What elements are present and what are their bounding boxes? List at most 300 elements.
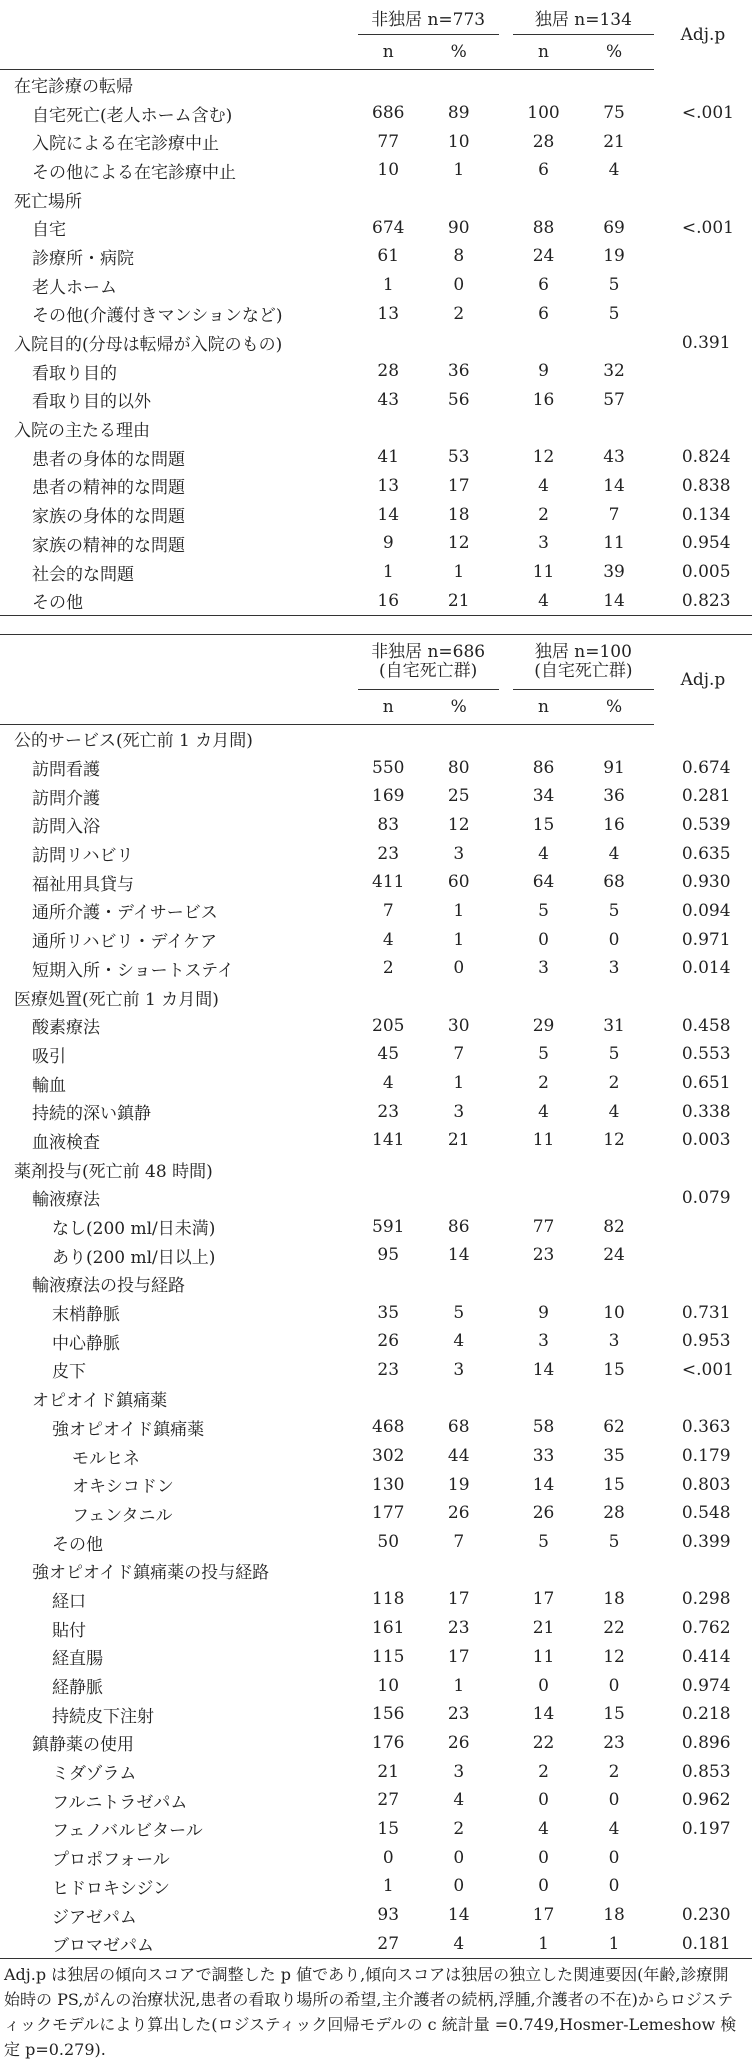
cell-alone-pct: 62 <box>603 1417 625 1438</box>
cell-non-alone-pct: 17 <box>447 475 470 496</box>
cell-alone-pct <box>574 1155 654 1184</box>
col-pct-header: % <box>419 689 499 724</box>
cell-adj-p <box>654 70 752 99</box>
cell-alone-n: 16 <box>532 389 555 410</box>
cell-non-alone-pct <box>419 328 499 357</box>
cell-non-alone-n: 13 <box>377 303 400 324</box>
cell-alone-pct: 0 <box>608 1847 620 1868</box>
cell-alone-pct <box>574 70 654 99</box>
row-label: 福祉用具貸与 <box>32 874 134 895</box>
group-header-alone: 独居 n=134 <box>513 0 654 35</box>
cell-non-alone-pct: 4 <box>453 1790 465 1811</box>
cell-alone-pct: 16 <box>603 814 625 835</box>
cell-non-alone-pct: 14 <box>447 1905 470 1926</box>
cell-non-alone-n <box>358 1384 419 1413</box>
cell-non-alone-pct: 4 <box>453 1331 465 1352</box>
cell-adj-p: 0.674 <box>681 757 731 778</box>
table-row <box>0 782 752 811</box>
cell-non-alone-n: 23 <box>377 1359 400 1380</box>
row-label: 短期入所・ショートステイ <box>32 960 234 981</box>
group-header-non-alone-home-death <box>358 635 499 690</box>
cell-non-alone-pct <box>419 1556 499 1585</box>
cell-non-alone-pct <box>419 1270 499 1299</box>
cell-non-alone-pct <box>419 983 499 1012</box>
cell-non-alone-pct: 12 <box>447 533 470 554</box>
row-label: 入院による在宅診療中止 <box>32 134 219 155</box>
row-label: 輸液療法 <box>32 1190 100 1211</box>
cell-non-alone-n: 302 <box>372 1446 405 1467</box>
row-label: 公的サービス(死亡前 1 カ月間) <box>14 731 253 752</box>
cell-alone-pct: 4 <box>608 843 620 864</box>
cell-alone-pct: 0 <box>608 1675 620 1696</box>
cell-adj-p <box>654 1241 752 1270</box>
cell-alone-n: 6 <box>538 275 549 296</box>
row-label: その他(介護付きマンションなど) <box>32 306 283 327</box>
table-row <box>0 1384 752 1413</box>
cell-alone-pct: 69 <box>603 217 625 238</box>
table-row <box>0 1757 752 1786</box>
cell-non-alone-pct: 10 <box>447 131 470 152</box>
cell-alone-n <box>513 414 574 443</box>
cell-adj-p: 0.971 <box>681 929 731 950</box>
cell-non-alone-pct: 2 <box>453 303 465 324</box>
cell-alone-n: 11 <box>532 1130 555 1151</box>
cell-non-alone-n: 411 <box>372 872 405 893</box>
cell-non-alone-n: 10 <box>377 160 400 181</box>
cell-non-alone-n: 16 <box>358 586 419 615</box>
cell-non-alone-pct: 14 <box>447 1245 470 1266</box>
table-row <box>0 1729 752 1758</box>
cell-alone-n: 4 <box>538 475 549 496</box>
cell-alone-n: 3 <box>538 958 549 979</box>
row-label: 訪問介護 <box>32 788 100 809</box>
cell-alone-n: 64 <box>532 872 555 893</box>
cell-alone-pct: 5 <box>608 1044 620 1065</box>
cell-non-alone-n: 161 <box>372 1618 405 1639</box>
row-label: 吸引 <box>32 1046 66 1067</box>
cell-alone-n: 77 <box>532 1216 555 1237</box>
row-label: 皮下 <box>52 1362 86 1383</box>
cell-non-alone-n: 95 <box>377 1245 400 1266</box>
cell-adj-p: 0.014 <box>681 958 731 979</box>
table-row <box>0 839 752 868</box>
table-row <box>0 1700 752 1729</box>
row-label: 輸液療法の投与経路 <box>32 1276 185 1297</box>
cell-alone-n: 5 <box>538 900 549 921</box>
cell-alone-n: 11 <box>532 1646 555 1667</box>
cell-non-alone-n: 9 <box>382 533 394 554</box>
cell-non-alone-pct: 2 <box>453 1818 465 1839</box>
cell-alone-n: 9 <box>538 1302 549 1323</box>
table-row <box>0 1528 752 1557</box>
cell-alone-pct: 12 <box>603 1646 625 1667</box>
group-header-line2: (自宅死亡群) <box>534 660 633 681</box>
table-row <box>0 954 752 983</box>
cell-alone-pct: 36 <box>603 786 625 807</box>
cell-non-alone-n: 205 <box>372 1015 405 1036</box>
cell-non-alone-n: 130 <box>372 1474 405 1495</box>
cell-alone-n: 0 <box>538 1847 549 1868</box>
row-label: あり(200 ml/日以上) <box>52 1247 216 1268</box>
col-pct-header: % <box>419 35 499 70</box>
cell-non-alone-n <box>358 724 419 753</box>
row-label: その他 <box>52 1534 103 1555</box>
cell-adj-p: 0.338 <box>681 1101 731 1122</box>
group-header-line1: 独居 n=100 <box>534 641 632 662</box>
cell-alone-pct: 7 <box>608 504 620 525</box>
cell-alone-pct: 2 <box>608 1761 620 1782</box>
cell-alone-pct: 91 <box>603 757 625 778</box>
table-row <box>0 925 752 954</box>
row-label: 強オピオイド鎮痛薬の投与経路 <box>32 1563 270 1584</box>
row-label: 患者の身体的な問題 <box>32 449 185 470</box>
row-label: モルヒネ <box>72 1448 140 1469</box>
cell-adj-p: 0.363 <box>681 1417 731 1438</box>
col-pct-header: % <box>574 35 654 70</box>
cell-adj-p: 0.003 <box>681 1130 731 1151</box>
row-label: 死亡場所 <box>14 191 82 212</box>
cell-non-alone-pct: 1 <box>453 1073 465 1094</box>
row-label: 鎮静薬の使用 <box>32 1735 134 1756</box>
row-label: なし(200 ml/日未満) <box>52 1219 216 1240</box>
cell-alone-n: 11 <box>532 562 555 583</box>
cell-non-alone-pct: 1 <box>453 160 465 181</box>
cell-non-alone-pct: 1 <box>453 562 465 583</box>
table-row <box>0 1241 752 1270</box>
row-label: 訪問リハビリ <box>32 846 134 867</box>
row-label: 看取り目的 <box>32 363 117 384</box>
table-row <box>0 811 752 840</box>
cell-non-alone-n <box>358 185 419 214</box>
cell-non-alone-n: 7 <box>382 900 394 921</box>
cell-adj-p <box>654 300 752 329</box>
cell-non-alone-n: 674 <box>372 217 405 238</box>
cell-non-alone-n: 61 <box>377 246 400 267</box>
cell-adj-p: 0.635 <box>681 843 731 864</box>
cell-non-alone-pct <box>419 70 499 99</box>
table-row <box>0 1585 752 1614</box>
cell-alone-n <box>513 983 574 1012</box>
row-label: ジアゼパム <box>52 1907 137 1928</box>
cell-non-alone-pct: 4 <box>419 1929 499 1958</box>
table-row <box>0 1442 752 1471</box>
cell-non-alone-n: 156 <box>372 1704 405 1725</box>
cell-alone-n: 6 <box>538 303 549 324</box>
cell-alone-n <box>513 328 574 357</box>
row-label: フェンタニル <box>72 1505 173 1526</box>
cell-non-alone-n: 50 <box>377 1532 400 1553</box>
cell-non-alone-pct: 60 <box>447 872 470 893</box>
cell-alone-n <box>513 1384 574 1413</box>
cell-alone-n: 33 <box>532 1446 555 1467</box>
cell-alone-n: 26 <box>532 1503 555 1524</box>
cell-non-alone-n: 141 <box>372 1130 405 1151</box>
table-body-1 <box>0 70 752 616</box>
cell-adj-p <box>654 724 752 753</box>
cell-alone-n: 14 <box>532 1359 555 1380</box>
cell-alone-n <box>513 185 574 214</box>
cell-alone-pct: 32 <box>603 361 625 382</box>
cell-alone-pct: 75 <box>603 103 625 124</box>
cell-non-alone-n: 45 <box>377 1044 400 1065</box>
cell-alone-n: 86 <box>532 757 555 778</box>
cell-non-alone-n: 10 <box>377 1675 400 1696</box>
cell-alone-pct <box>574 414 654 443</box>
cell-non-alone-pct <box>419 1384 499 1413</box>
table-row <box>0 1901 752 1930</box>
table-row <box>0 1011 752 1040</box>
row-label: 通所介護・デイサービス <box>32 903 218 924</box>
cell-non-alone-pct: 0 <box>453 958 465 979</box>
table-row <box>0 242 752 271</box>
cell-alone-pct: 22 <box>603 1618 625 1639</box>
cell-non-alone-pct: 7 <box>453 1044 465 1065</box>
cell-non-alone-pct: 0 <box>453 1847 465 1868</box>
cell-adj-p: 0.548 <box>681 1503 731 1524</box>
cell-adj-p: 0.094 <box>681 900 731 921</box>
table-row <box>0 897 752 926</box>
cell-non-alone-n <box>358 1184 419 1213</box>
col-n-header: n <box>513 35 574 70</box>
cell-adj-p: <.001 <box>681 1359 734 1380</box>
cell-alone-n: 88 <box>532 217 555 238</box>
cell-non-alone-pct: 21 <box>447 1130 470 1151</box>
cell-adj-p: 0.896 <box>681 1732 731 1753</box>
cell-alone-n: 17 <box>532 1589 555 1610</box>
cell-alone-pct <box>574 1556 654 1585</box>
cell-non-alone-pct: 19 <box>447 1474 470 1495</box>
cell-adj-p: 0.134 <box>681 504 731 525</box>
table-row <box>0 1843 752 1872</box>
cell-non-alone-n: 2 <box>382 958 394 979</box>
table-section-2 <box>0 634 752 1959</box>
cell-alone-n: 100 <box>527 103 560 124</box>
row-label: 中心静脈 <box>52 1333 120 1354</box>
cell-alone-pct: 3 <box>608 1331 620 1352</box>
cell-non-alone-pct: 17 <box>447 1589 470 1610</box>
table-row <box>0 127 752 156</box>
cell-non-alone-n: 118 <box>372 1589 405 1610</box>
cell-alone-n: 6 <box>538 160 549 181</box>
cell-alone-n <box>513 1556 574 1585</box>
table-row <box>0 1069 752 1098</box>
cell-adj-p: 0.930 <box>681 872 731 893</box>
cell-adj-p: 0.838 <box>681 475 731 496</box>
cell-adj-p <box>654 414 752 443</box>
cell-alone-pct: 14 <box>574 586 654 615</box>
table-row <box>0 1298 752 1327</box>
table-row <box>0 357 752 386</box>
cell-alone-n: 2 <box>538 1073 549 1094</box>
row-label: フェノバルビタール <box>52 1821 203 1842</box>
cell-non-alone-pct: 25 <box>447 786 470 807</box>
cell-non-alone-n: 93 <box>377 1905 400 1926</box>
cell-non-alone-n: 26 <box>377 1331 400 1352</box>
cell-non-alone-pct: 3 <box>453 843 465 864</box>
row-label: 自宅 <box>32 220 66 241</box>
group-header-non-alone: 非独居 n=773 <box>358 0 499 35</box>
cell-non-alone-pct: 17 <box>447 1646 470 1667</box>
row-label: 訪問看護 <box>32 760 100 781</box>
cell-alone-n: 14 <box>532 1474 555 1495</box>
row-label: 酸素療法 <box>32 1018 100 1039</box>
cell-alone-pct: 18 <box>603 1589 625 1610</box>
cell-alone-pct <box>574 185 654 214</box>
table-row <box>0 414 752 443</box>
cell-alone-n: 5 <box>538 1532 549 1553</box>
cell-alone-pct: 3 <box>608 958 620 979</box>
cell-non-alone-pct <box>419 185 499 214</box>
cell-non-alone-n <box>358 1556 419 1585</box>
cell-adj-p <box>654 242 752 271</box>
cell-adj-p <box>654 983 752 1012</box>
cell-non-alone-n: 468 <box>372 1417 405 1438</box>
cell-alone-pct: 5 <box>608 1532 620 1553</box>
cell-alone-n: 58 <box>532 1417 555 1438</box>
cell-alone-n: 5 <box>538 1044 549 1065</box>
cell-alone-pct: 5 <box>608 900 620 921</box>
cell-non-alone-pct: 3 <box>453 1359 465 1380</box>
cell-alone-n: 23 <box>532 1245 555 1266</box>
cell-alone-n: 14 <box>532 1704 555 1725</box>
cell-adj-p: 0.181 <box>654 1929 752 1958</box>
row-label: 強オピオイド鎮痛薬 <box>52 1419 205 1440</box>
cell-non-alone-pct: 23 <box>447 1618 470 1639</box>
cell-non-alone-n: 21 <box>377 1761 400 1782</box>
cell-non-alone-n: 77 <box>377 131 400 152</box>
cell-alone-n: 15 <box>532 814 555 835</box>
row-label: オキシコドン <box>72 1477 174 1498</box>
row-label: オピオイド鎮痛薬 <box>32 1391 168 1412</box>
col-n-header: n <box>358 689 419 724</box>
table-row <box>0 185 752 214</box>
cell-alone-pct: 15 <box>603 1704 625 1725</box>
table-row <box>0 328 752 357</box>
cell-alone-pct: 10 <box>603 1302 625 1323</box>
cell-adj-p: 0.954 <box>681 533 731 554</box>
cell-adj-p: 0.974 <box>681 1675 731 1696</box>
cell-adj-p: 0.553 <box>681 1044 731 1065</box>
row-label: 訪問入浴 <box>32 817 100 838</box>
col-pct-header: % <box>574 689 654 724</box>
footnote: Adj.p は独居の傾向スコアで調整した p 値であり,傾向スコアは独居の独立した関連要因(年齢,診療開始時の PS,がんの治療状況,患者の看取り場所の希望,主介護者の続柄,浮腫,介護者の不在)からロジスティックモデルにより算出した(ロジスティック回帰モデルの c 統計量 =0.749,Hosmer-Lemeshow 検定 p=0.279). <box>4 1965 737 2059</box>
cell-non-alone-pct: 1 <box>453 929 465 950</box>
cell-adj-p <box>654 386 752 415</box>
cell-non-alone-n: 550 <box>372 757 405 778</box>
cell-non-alone-n: 176 <box>372 1732 405 1753</box>
cell-non-alone-pct <box>419 414 499 443</box>
cell-adj-p: 0.731 <box>681 1302 731 1323</box>
cell-non-alone-pct: 90 <box>447 217 470 238</box>
cell-non-alone-n <box>358 70 419 99</box>
cell-adj-p: <.001 <box>681 103 734 124</box>
table-row <box>0 1327 752 1356</box>
row-label: 入院の主たる理由 <box>14 421 150 442</box>
table-row <box>0 271 752 300</box>
cell-adj-p <box>654 271 752 300</box>
table-row <box>0 1872 752 1901</box>
table-row <box>0 99 752 128</box>
cell-alone-n <box>513 724 574 753</box>
cell-non-alone-pct: 3 <box>453 1761 465 1782</box>
cell-non-alone-n: 14 <box>377 504 400 525</box>
table-row <box>0 1499 752 1528</box>
cell-non-alone-pct: 30 <box>447 1015 470 1036</box>
cell-non-alone-n: 115 <box>372 1646 405 1667</box>
row-label: 医療処置(死亡前 1 カ月間) <box>14 989 219 1010</box>
cell-non-alone-n: 4 <box>382 929 394 950</box>
row-label: 看取り目的以外 <box>32 392 151 413</box>
row-label: 持続皮下注射 <box>52 1706 154 1727</box>
cell-adj-p <box>654 185 752 214</box>
table-section-1 <box>0 0 752 616</box>
cell-non-alone-pct: 56 <box>447 389 470 410</box>
cell-non-alone-n: 28 <box>377 361 400 382</box>
cell-adj-p: 0.803 <box>681 1474 731 1495</box>
row-label: ヒドロキシジン <box>52 1878 170 1899</box>
col-n-header: n <box>513 689 574 724</box>
cell-alone-n: 22 <box>532 1732 555 1753</box>
cell-alone-pct: 0 <box>608 1876 620 1897</box>
cell-alone-pct: 14 <box>603 475 625 496</box>
cell-alone-pct: 23 <box>603 1732 625 1753</box>
cell-alone-n <box>513 70 574 99</box>
cell-non-alone-n <box>358 1270 419 1299</box>
cell-alone-pct <box>574 983 654 1012</box>
table-row <box>0 156 752 185</box>
cell-alone-n: 9 <box>538 361 549 382</box>
cell-non-alone-pct: 68 <box>447 1417 470 1438</box>
cell-alone-n: 34 <box>532 786 555 807</box>
adj-p-header: Adj.p <box>680 24 726 45</box>
cell-non-alone-n: 27 <box>377 1790 400 1811</box>
cell-adj-p: 0.218 <box>681 1704 731 1725</box>
cell-non-alone-n: 41 <box>377 447 400 468</box>
cell-alone-n: 24 <box>532 246 555 267</box>
cell-adj-p: 0.179 <box>681 1446 731 1467</box>
row-label: 在宅診療の転帰 <box>14 76 133 97</box>
cell-alone-n: 21 <box>532 1618 555 1639</box>
cell-alone-pct: 68 <box>603 872 625 893</box>
col-n-header: n <box>358 35 419 70</box>
cell-alone-pct: 24 <box>603 1245 625 1266</box>
cell-alone-pct: 57 <box>603 389 625 410</box>
cell-alone-pct <box>574 1270 654 1299</box>
cell-non-alone-n <box>358 1155 419 1184</box>
cell-alone-pct: 4 <box>608 160 620 181</box>
cell-adj-p: 0.298 <box>681 1589 731 1610</box>
cell-non-alone-n: 686 <box>372 103 405 124</box>
cell-non-alone-pct: 3 <box>453 1101 465 1122</box>
cell-alone-pct: 0 <box>608 1790 620 1811</box>
cell-adj-p <box>654 156 752 185</box>
cell-non-alone-pct: 0 <box>453 275 465 296</box>
table-row <box>0 1270 752 1299</box>
cell-adj-p: 0.823 <box>654 586 752 615</box>
row-label: 輸血 <box>32 1075 66 1096</box>
table-row <box>0 1470 752 1499</box>
cell-alone-pct: 0 <box>608 929 620 950</box>
cell-adj-p: <.001 <box>681 217 734 238</box>
table-row <box>0 1556 752 1585</box>
cell-alone-n: 4 <box>513 586 574 615</box>
table-row <box>0 500 752 529</box>
cell-non-alone-n: 23 <box>377 843 400 864</box>
table-row <box>0 1097 752 1126</box>
row-label: ブロマゼパム <box>0 1929 358 1958</box>
table-row <box>0 213 752 242</box>
cell-alone-n: 0 <box>538 1876 549 1897</box>
